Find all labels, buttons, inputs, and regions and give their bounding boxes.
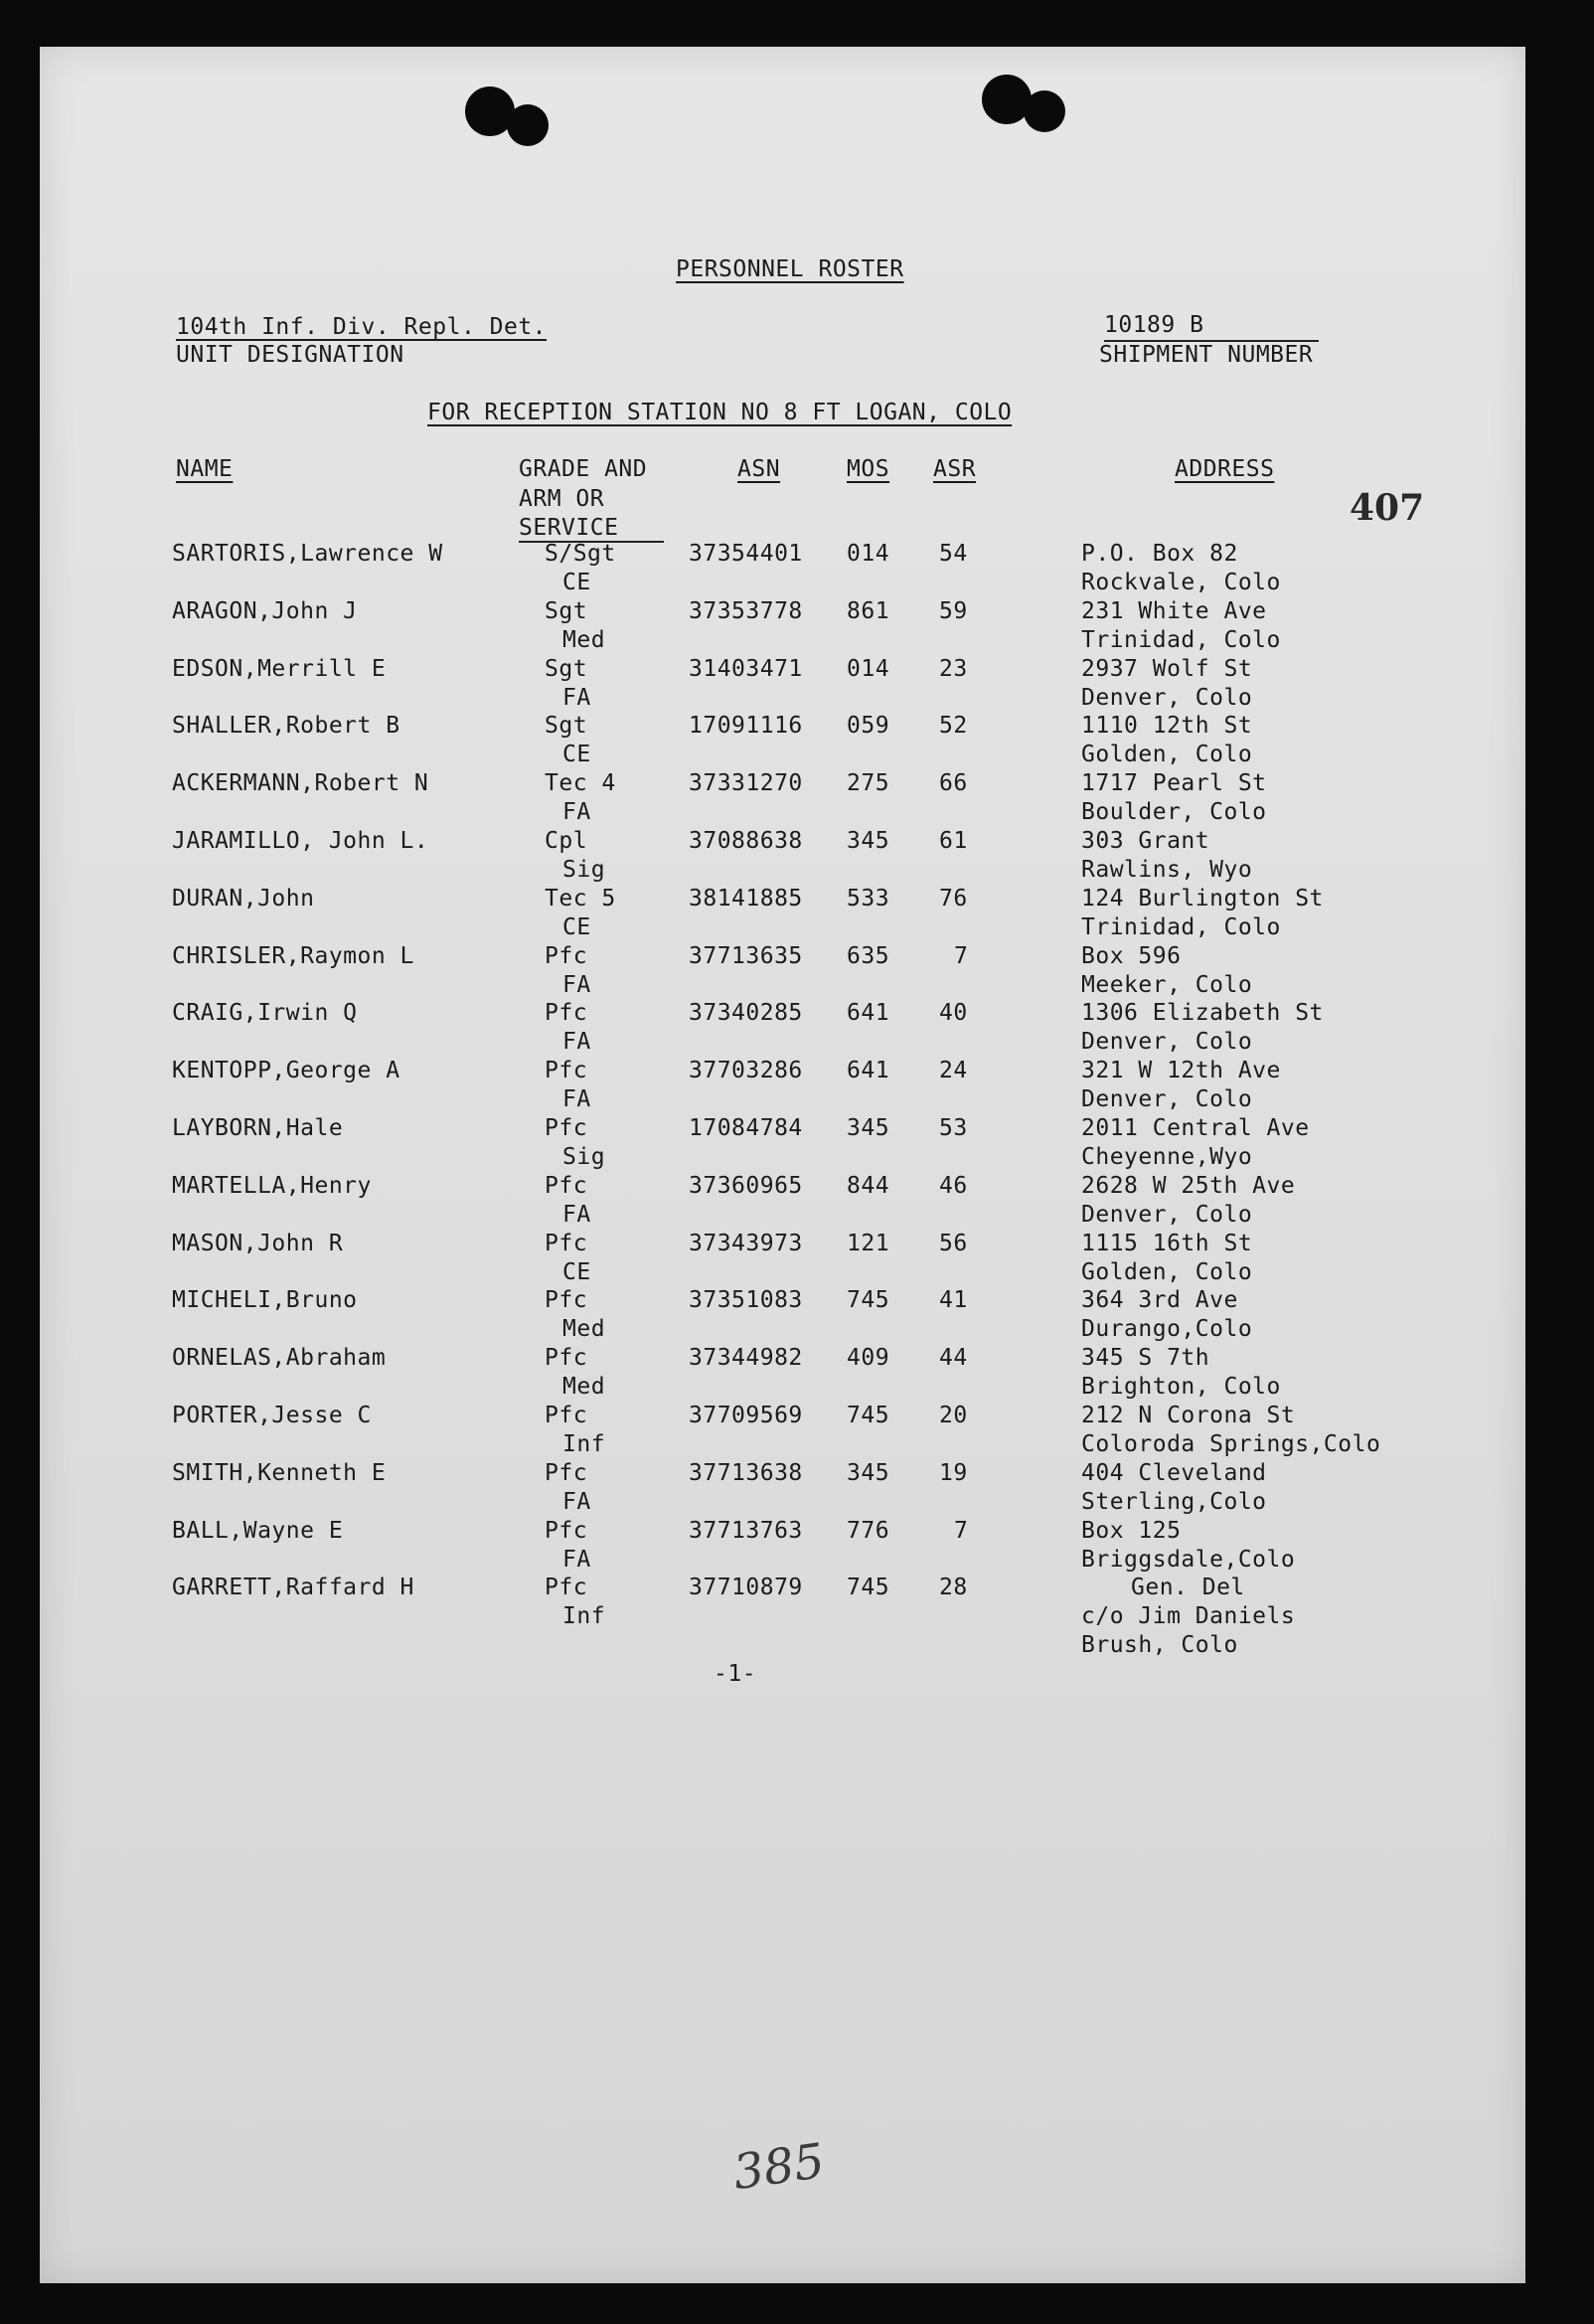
column-header-name: NAME bbox=[176, 456, 234, 482]
column-header-mos: MOS bbox=[847, 456, 890, 482]
row-grade: Sgt bbox=[545, 598, 588, 624]
row-asn: 37713635 bbox=[689, 943, 803, 969]
row-mos: 745 bbox=[847, 1575, 890, 1600]
row-arm: Med bbox=[562, 1316, 606, 1342]
row-name: MASON,John R bbox=[172, 1231, 344, 1256]
row-addr1: 364 3rd Ave bbox=[1081, 1287, 1238, 1313]
row-asr: 40 bbox=[939, 1000, 968, 1026]
row-name: JARAMILLO, John L. bbox=[172, 828, 429, 854]
row-asr: 7 bbox=[954, 1518, 969, 1544]
row-asr: 23 bbox=[939, 656, 968, 682]
row-asr: 24 bbox=[939, 1058, 968, 1083]
row-addr2: Rockvale, Colo bbox=[1081, 570, 1281, 595]
row-arm: FA bbox=[562, 972, 591, 998]
row-name: LAYBORN,Hale bbox=[172, 1115, 344, 1141]
row-grade: Pfc bbox=[545, 1173, 588, 1199]
document-subtitle: FOR RECEPTION STATION NO 8 FT LOGAN, COLO bbox=[427, 400, 1013, 425]
row-name: BALL,Wayne E bbox=[172, 1518, 344, 1544]
row-addr2: Trinidad, Colo bbox=[1081, 627, 1281, 653]
row-grade: Pfc bbox=[545, 1115, 588, 1141]
row-addr2: Denver, Colo bbox=[1081, 1202, 1253, 1228]
row-name: SARTORIS,Lawrence W bbox=[172, 541, 443, 567]
row-arm: CE bbox=[562, 742, 591, 767]
row-arm: FA bbox=[562, 1202, 591, 1228]
row-addr1: 321 W 12th Ave bbox=[1081, 1058, 1281, 1083]
row-mos: 844 bbox=[847, 1173, 890, 1199]
column-header-service: SERVICE bbox=[519, 515, 619, 541]
row-addr2: c/o Jim Daniels bbox=[1081, 1603, 1296, 1629]
row-name: ORNELAS,Abraham bbox=[172, 1345, 387, 1371]
row-addr1: 1717 Pearl St bbox=[1081, 770, 1267, 796]
row-asn: 31403471 bbox=[689, 656, 803, 682]
row-mos: 121 bbox=[847, 1231, 890, 1256]
page-number: -1- bbox=[714, 1661, 757, 1687]
row-grade: Pfc bbox=[545, 1231, 588, 1256]
row-mos: 275 bbox=[847, 770, 890, 796]
row-arm: FA bbox=[562, 685, 591, 711]
row-asr: 44 bbox=[939, 1345, 968, 1371]
row-asr: 61 bbox=[939, 828, 968, 854]
row-arm: Med bbox=[562, 627, 606, 653]
row-name: MARTELLA,Henry bbox=[172, 1173, 372, 1199]
row-addr2: Denver, Colo bbox=[1081, 1029, 1253, 1055]
row-name: SHALLER,Robert B bbox=[172, 713, 400, 739]
unit-designation-value: 104th Inf. Div. Repl. Det. bbox=[176, 314, 548, 340]
punch-hole bbox=[1024, 90, 1065, 132]
row-addr2: Durango,Colo bbox=[1081, 1316, 1253, 1342]
row-asn: 17084784 bbox=[689, 1115, 803, 1141]
row-arm: FA bbox=[562, 1547, 591, 1573]
row-name: CRAIG,Irwin Q bbox=[172, 1000, 358, 1026]
row-name: ARAGON,John J bbox=[172, 598, 358, 624]
row-name: EDSON,Merrill E bbox=[172, 656, 387, 682]
row-asr: 59 bbox=[939, 598, 968, 624]
roster-page bbox=[40, 47, 1525, 2283]
row-asn: 37710879 bbox=[689, 1575, 803, 1600]
row-addr1: 2011 Central Ave bbox=[1081, 1115, 1310, 1141]
row-arm: CE bbox=[562, 1259, 591, 1285]
row-mos: 409 bbox=[847, 1345, 890, 1371]
row-arm: FA bbox=[562, 1489, 591, 1515]
row-mos: 635 bbox=[847, 943, 890, 969]
row-addr2: Boulder, Colo bbox=[1081, 799, 1267, 825]
row-addr1: 231 White Ave bbox=[1081, 598, 1267, 624]
row-grade: Pfc bbox=[545, 1575, 588, 1600]
row-grade: Pfc bbox=[545, 1460, 588, 1486]
row-asr: 28 bbox=[939, 1575, 968, 1600]
row-addr1: 124 Burlington St bbox=[1081, 886, 1324, 912]
row-asn: 37343973 bbox=[689, 1231, 803, 1256]
row-addr1: 303 Grant bbox=[1081, 828, 1210, 854]
row-addr3: Brush, Colo bbox=[1081, 1632, 1238, 1658]
row-name: GARRETT,Raffard H bbox=[172, 1575, 414, 1600]
row-addr2: Brighton, Colo bbox=[1081, 1374, 1281, 1400]
row-mos: 641 bbox=[847, 1000, 890, 1026]
row-addr2: Coloroda Springs,Colo bbox=[1081, 1431, 1381, 1457]
row-asr: 56 bbox=[939, 1231, 968, 1256]
row-asn: 37354401 bbox=[689, 541, 803, 567]
row-grade: S/Sgt bbox=[545, 541, 616, 567]
row-addr1: 1115 16th St bbox=[1081, 1231, 1253, 1256]
row-arm: Inf bbox=[562, 1431, 606, 1457]
row-grade: Tec 4 bbox=[545, 770, 616, 796]
row-grade: Tec 5 bbox=[545, 886, 616, 912]
row-arm: CE bbox=[562, 570, 591, 595]
row-name: KENTOPP,George A bbox=[172, 1058, 400, 1083]
row-mos: 059 bbox=[847, 713, 890, 739]
row-asn: 38141885 bbox=[689, 886, 803, 912]
shipment-number-value: 10189 B bbox=[1104, 312, 1204, 338]
column-header-asn: ASN bbox=[737, 456, 781, 482]
row-addr2: Denver, Colo bbox=[1081, 1086, 1253, 1112]
handwritten-number: 385 bbox=[729, 2132, 829, 2202]
stamp-number: 407 bbox=[1350, 487, 1425, 529]
column-header-address: ADDRESS bbox=[1175, 456, 1275, 482]
row-addr1: 212 N Corona St bbox=[1081, 1403, 1296, 1428]
row-name: MICHELI,Bruno bbox=[172, 1287, 358, 1313]
row-grade: Pfc bbox=[545, 1000, 588, 1026]
row-addr2: Golden, Colo bbox=[1081, 742, 1253, 767]
row-asr: 76 bbox=[939, 886, 968, 912]
row-grade: Pfc bbox=[545, 1345, 588, 1371]
row-addr2: Trinidad, Colo bbox=[1081, 914, 1281, 940]
row-addr1: 2628 W 25th Ave bbox=[1081, 1173, 1296, 1199]
row-addr1: 345 S 7th bbox=[1081, 1345, 1210, 1371]
row-grade: Pfc bbox=[545, 1403, 588, 1428]
row-name: CHRISLER,Raymon L bbox=[172, 943, 414, 969]
row-addr2: Golden, Colo bbox=[1081, 1259, 1253, 1285]
row-addr1: 404 Cleveland bbox=[1081, 1460, 1267, 1486]
row-arm: Sig bbox=[562, 857, 606, 883]
row-addr2: Briggsdale,Colo bbox=[1081, 1547, 1296, 1573]
row-name: ACKERMANN,Robert N bbox=[172, 770, 429, 796]
row-addr2: Denver, Colo bbox=[1081, 685, 1253, 711]
shipment-number-label: SHIPMENT NUMBER bbox=[1099, 342, 1314, 368]
column-header-arm: ARM OR bbox=[519, 486, 605, 512]
row-asn: 37713763 bbox=[689, 1518, 803, 1544]
row-mos: 345 bbox=[847, 1115, 890, 1141]
row-addr2: Rawlins, Wyo bbox=[1081, 857, 1253, 883]
row-mos: 014 bbox=[847, 656, 890, 682]
row-addr2: Sterling,Colo bbox=[1081, 1489, 1267, 1515]
column-header-asr: ASR bbox=[933, 456, 977, 482]
row-addr1: 1306 Elizabeth St bbox=[1081, 1000, 1324, 1026]
row-asr: 66 bbox=[939, 770, 968, 796]
row-asn: 37331270 bbox=[689, 770, 803, 796]
row-asr: 52 bbox=[939, 713, 968, 739]
row-arm: FA bbox=[562, 1029, 591, 1055]
row-grade: Pfc bbox=[545, 1518, 588, 1544]
row-arm: Sig bbox=[562, 1144, 606, 1170]
row-addr1: Box 125 bbox=[1081, 1518, 1182, 1544]
row-addr1: 1110 12th St bbox=[1081, 713, 1253, 739]
row-grade: Pfc bbox=[545, 1058, 588, 1083]
row-mos: 014 bbox=[847, 541, 890, 567]
row-mos: 533 bbox=[847, 886, 890, 912]
row-asn: 37360965 bbox=[689, 1173, 803, 1199]
row-arm: FA bbox=[562, 1086, 591, 1112]
row-addr1: Box 596 bbox=[1081, 943, 1182, 969]
row-mos: 345 bbox=[847, 1460, 890, 1486]
row-addr1: P.O. Box 82 bbox=[1081, 541, 1238, 567]
row-asn: 17091116 bbox=[689, 713, 803, 739]
row-grade: Pfc bbox=[545, 943, 588, 969]
row-addr1: 2937 Wolf St bbox=[1081, 656, 1253, 682]
row-name: PORTER,Jesse C bbox=[172, 1403, 372, 1428]
row-mos: 641 bbox=[847, 1058, 890, 1083]
unit-designation-label: UNIT DESIGNATION bbox=[176, 342, 404, 368]
row-mos: 776 bbox=[847, 1518, 890, 1544]
row-addr2: Meeker, Colo bbox=[1081, 972, 1253, 998]
row-asn: 37344982 bbox=[689, 1345, 803, 1371]
row-mos: 745 bbox=[847, 1287, 890, 1313]
row-arm: CE bbox=[562, 914, 591, 940]
row-grade: Cpl bbox=[545, 828, 588, 854]
row-asr: 53 bbox=[939, 1115, 968, 1141]
row-asn: 37703286 bbox=[689, 1058, 803, 1083]
row-arm: FA bbox=[562, 799, 591, 825]
row-addr2: Cheyenne,Wyo bbox=[1081, 1144, 1253, 1170]
row-mos: 745 bbox=[847, 1403, 890, 1428]
row-grade: Sgt bbox=[545, 656, 588, 682]
column-header-grade: GRADE AND bbox=[519, 456, 648, 482]
row-asr: 20 bbox=[939, 1403, 968, 1428]
row-asr: 46 bbox=[939, 1173, 968, 1199]
row-mos: 345 bbox=[847, 828, 890, 854]
row-asn: 37713638 bbox=[689, 1460, 803, 1486]
row-grade: Pfc bbox=[545, 1287, 588, 1313]
document-title: PERSONNEL ROSTER bbox=[676, 256, 904, 282]
row-asn: 37340285 bbox=[689, 1000, 803, 1026]
row-asr: 7 bbox=[954, 943, 969, 969]
row-arm: Med bbox=[562, 1374, 606, 1400]
row-name: SMITH,Kenneth E bbox=[172, 1460, 387, 1486]
row-mos: 861 bbox=[847, 598, 890, 624]
row-asr: 54 bbox=[939, 541, 968, 567]
row-asr: 41 bbox=[939, 1287, 968, 1313]
row-asr: 19 bbox=[939, 1460, 968, 1486]
row-addr1: Gen. Del bbox=[1131, 1575, 1245, 1600]
row-grade: Sgt bbox=[545, 713, 588, 739]
row-asn: 37353778 bbox=[689, 598, 803, 624]
punch-hole bbox=[507, 104, 549, 146]
row-arm: Inf bbox=[562, 1603, 606, 1629]
row-asn: 37709569 bbox=[689, 1403, 803, 1428]
row-asn: 37351083 bbox=[689, 1287, 803, 1313]
row-asn: 37088638 bbox=[689, 828, 803, 854]
row-name: DURAN,John bbox=[172, 886, 315, 912]
